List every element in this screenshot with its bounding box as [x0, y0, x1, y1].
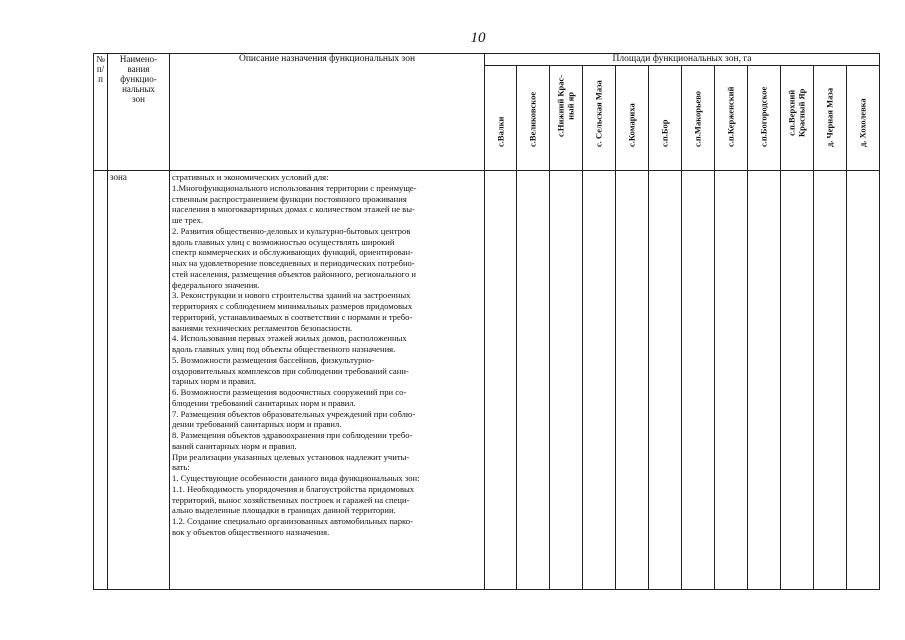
header-settlement-line: с.п.Бор [659, 118, 670, 147]
header-settlement [715, 66, 748, 171]
header-name-line: функцио- [120, 74, 157, 84]
description-line: ваний санитарных норм и правил. [172, 440, 297, 451]
header-settlement-line: с.Комариха [626, 102, 637, 147]
area-cell [485, 171, 517, 590]
row-description [170, 171, 485, 590]
description-line: дении требований санитарных норм и правил. [172, 419, 342, 430]
header-settlement [616, 66, 649, 171]
header-row-1 [94, 54, 880, 66]
area-cell [649, 171, 682, 590]
area-cell [781, 171, 814, 590]
header-name-line: зон [132, 94, 145, 104]
area-cell [715, 171, 748, 590]
description-line: стей населения, размещения объектов районного, регионального и [172, 268, 417, 279]
header-settlement [485, 66, 517, 171]
header-settlement-line: с.Валки [494, 116, 505, 147]
header-settlement-line: с.п.Керженский [725, 86, 736, 147]
description-line: тарных норм и правил. [172, 376, 256, 387]
page-number: 10 [470, 30, 486, 46]
header-settlement-line: с.п.Макорьево [692, 90, 703, 147]
header-settlement [649, 66, 682, 171]
header-settlement [682, 66, 715, 171]
header-settlement-label [557, 75, 576, 137]
area-cell [616, 171, 649, 590]
header-settlement-line: с.Великовское [527, 91, 538, 147]
header-settlement [847, 66, 880, 171]
header-settlement-line: с. Сельская Маза [593, 79, 604, 147]
description-line: федерального значения. [172, 279, 260, 290]
header-settlement-label [726, 86, 736, 146]
description-line: ально выделенные площадки в границах данной территории. [172, 505, 396, 516]
header-description: Описание назначения функциональных зон [170, 54, 485, 171]
area-cell [517, 171, 550, 590]
description-line: ваниями технических регламентов безопасности. [172, 322, 353, 333]
header-settlement-line: с.Нижний Крас- [555, 74, 566, 137]
row-number [94, 171, 108, 590]
header-name-line: вания [127, 64, 150, 74]
area-cell [748, 171, 781, 590]
header-name-line: Наимено- [119, 54, 158, 64]
description-line: 6. Возможности размещения водоочистных сооружений при со- [172, 387, 407, 397]
header-settlement [748, 66, 781, 171]
functional-zones-table [93, 53, 880, 590]
header-settlement-label [660, 119, 670, 147]
description-line: 8. Размещения объектов здравоохранения при соблюдении требо- [172, 430, 413, 440]
header-settlement [550, 66, 583, 171]
header-zone-name [108, 54, 170, 171]
header-settlement-label [759, 86, 769, 146]
header-settlement-line: с.п.Богородское [758, 86, 769, 147]
header-settlement-label [788, 89, 807, 137]
header-settlement [517, 66, 550, 171]
description-line: спектр коммерческих и обслуживающих функций, ориентирован- [172, 247, 413, 258]
area-cell [550, 171, 583, 590]
description-line: стративных и экономических условий для: [172, 172, 329, 182]
description-line: ных на удовлетворение повседневных и периодических потребно- [172, 258, 415, 268]
header-number [94, 54, 108, 171]
header-number-line: п/ [96, 64, 105, 74]
description-line: оздоровительных комплексов при соблюдении требований сани- [172, 365, 409, 376]
area-cell [583, 171, 616, 590]
header-settlement-label [858, 98, 868, 147]
description-line: 5. Возможности размещения бассейнов, физкультурно- [172, 354, 375, 365]
header-settlement-label [528, 91, 538, 146]
header-settlement-line: Красный Яр [796, 88, 806, 137]
area-cell [682, 171, 715, 590]
description-line: вдоль главных улиц под объекты общественного назначения. [172, 344, 396, 354]
description-line: территорий, устанавливаемых в соответствии с нормами и требо- [172, 311, 413, 322]
header-settlement [781, 66, 814, 171]
row-zone-name: зона [108, 171, 170, 590]
description-line: вок у объектов общественного назначения. [172, 526, 330, 537]
description-line: 1. Существующие особенности данного вида функциональных зон: [172, 473, 420, 483]
area-cell [814, 171, 847, 590]
header-settlement-label [496, 116, 506, 146]
description-line: 4. Использования первых этажей жилых домов, расположенных [172, 333, 407, 344]
header-settlement-line: с.п.Верхний [786, 89, 797, 136]
header-settlement-line: д. Черная Маза [824, 87, 835, 147]
description-line: блюдении требований санитарных норм и правил. [172, 397, 356, 408]
header-name-line: нальных [122, 84, 155, 94]
description-line: территорий, вынос хозяйственных построек и гаражей на специ- [172, 494, 410, 505]
table-row [94, 171, 880, 590]
header-number-line: п [98, 74, 103, 84]
header-settlement-label [693, 90, 703, 146]
header-number-line: № [96, 54, 105, 64]
header-area-group: Площади функциональных зон, га [485, 54, 880, 66]
description-line: вдоль главных улиц с возможностью осуществлять широкий [172, 236, 395, 247]
description-line: 7. Размещения объектов образовательных учреждений при соблю- [172, 408, 416, 419]
area-cell [847, 171, 880, 590]
header-settlement-label [825, 87, 835, 146]
description-line: 1.Многофункционального использования территории с преимуще- [172, 182, 417, 193]
header-settlement-line: д. Хохолевка [857, 97, 868, 147]
header-settlement-label [594, 80, 604, 147]
description-line: территориях с соблюдением минимальных размеров придомовых [172, 301, 413, 311]
description-line: При реализации указанных целевых установок надлежит учиты- [172, 451, 410, 462]
header-settlement-label [627, 103, 637, 147]
header-settlement [814, 66, 847, 171]
description-line: населения в многоквартирных домах с количеством этажей не вы- [172, 204, 415, 215]
description-line: ственным распространением функции постоянного проживания [172, 193, 407, 204]
description-line: 1.2. Создание специально организованных автомобильных парко- [172, 516, 413, 526]
description-line: 1.1. Необходимость упорядочения и благоустройства придомовых [172, 483, 415, 494]
header-settlement-line: ный яр [565, 91, 575, 120]
description-line: 2. Развития общественно-деловых и культурно-бытовых центров [172, 225, 411, 236]
header-settlement [583, 66, 616, 171]
description-line: ше трех. [172, 215, 203, 225]
description-line: вать: [172, 462, 190, 473]
description-line: 3. Реконструкции и нового строительства зданий на застроенных [172, 290, 411, 301]
